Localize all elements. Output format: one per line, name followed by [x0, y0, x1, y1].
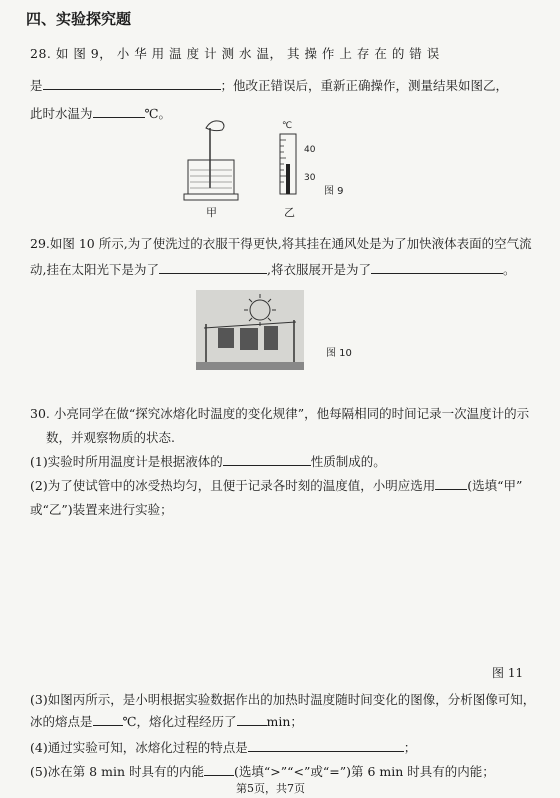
beaker — [188, 160, 234, 194]
q30-p5 — [30, 762, 495, 780]
q30-p2-line2: 或“乙”)装置来进行实验； — [30, 502, 173, 517]
q30-p2-prefix: (2)为了使试管中的冰受热均匀，且便于记录各时刻的温度值，小明应选用 — [30, 478, 436, 493]
q30-p4 — [30, 738, 416, 756]
q29-line2-a: 动,挂在太阳光下是为了 — [30, 262, 159, 277]
figure-10 — [196, 290, 366, 376]
ground — [196, 362, 304, 370]
q30-p2-suffix: (选填“甲” — [467, 478, 523, 493]
q30-p4-prefix: (4)通过实验可知，冰熔化过程的特点是 — [30, 740, 248, 755]
fig11-caption: 图 11 — [492, 666, 524, 680]
q29-sun-blank[interactable] — [159, 261, 267, 274]
q30-p3-a: 冰的熔点是 — [30, 714, 93, 729]
q28-error-blank[interactable] — [43, 77, 221, 90]
fig9-label-b: 乙 — [284, 206, 295, 219]
q30-p1-prefix: (1)实验时所用温度计是根据液体的 — [30, 454, 223, 469]
fig9-caption: 图 9 — [324, 186, 344, 197]
thermo-unit: ℃ — [282, 121, 293, 131]
figure-9 — [180, 114, 390, 222]
thermometer-tick-marks — [280, 140, 286, 182]
q30-p3-b: ℃，熔化过程经历了 — [122, 714, 237, 729]
q30-p1-blank[interactable] — [223, 453, 311, 466]
q30-line2: 数，并观察物质的状态. — [46, 430, 175, 445]
fig9-label-a: 甲 — [206, 206, 217, 219]
page-footer: 第5页，共7页 — [236, 782, 305, 795]
q30-p3-line1: (3)如图丙所示，是小明根据实验数据作出的加热时温度随时间变化的图像，分析图像可知， — [30, 692, 536, 707]
q28-line3 — [30, 104, 171, 122]
q28-line2-prefix: 是 — [30, 78, 43, 93]
thermo-tick-30: 30 — [304, 173, 316, 183]
water-hatching — [190, 170, 232, 188]
q29-line2-b: ,将衣服展开是为了 — [266, 262, 371, 277]
thermometer-liquid — [286, 164, 290, 194]
q28-temp-blank[interactable] — [93, 105, 145, 118]
stand-base — [184, 194, 238, 200]
q30-p2 — [30, 476, 522, 494]
q30-line1: 30. 小亮同学在做“探究冰熔化时温度的变化规律”，他每隔相同的时间记录一次温度计的示 — [30, 406, 530, 421]
q30-p2-blank[interactable] — [435, 477, 467, 490]
q30-p5-blank[interactable] — [204, 763, 234, 776]
thermo-tick-40: 40 — [304, 145, 316, 155]
q29-line2 — [30, 260, 515, 278]
q30-p5-prefix: (5)冰在第 8 min 时具有的内能 — [30, 764, 204, 779]
q29-line2-c: 。 — [502, 262, 516, 277]
q29-spread-blank[interactable] — [371, 261, 503, 274]
q28-line3-prefix: 此时水温为 — [30, 106, 93, 121]
q30-p1 — [30, 452, 386, 470]
q30-p1-suffix: 性质制成的。 — [310, 454, 386, 469]
clothes-illustration — [218, 326, 278, 350]
section-title: 四、实验探究题 — [26, 10, 132, 28]
hand-illustration — [206, 121, 224, 131]
q29-line1: 29.如图 10 所示,为了使洗过的衣服干得更快,将其挂在通风处是为了加快液体表面的空气流 — [30, 236, 532, 251]
q30-p3-line2 — [30, 712, 303, 730]
fig10-caption: 图 10 — [326, 348, 352, 359]
q30-p5-suffix: (选填“>”“<”或“=”)第 6 min 时具有的内能； — [233, 764, 495, 779]
q30-p3-c: min； — [266, 714, 303, 729]
q28-line3-suffix: ℃。 — [144, 106, 171, 121]
q30-duration-blank[interactable] — [237, 713, 267, 726]
q28-line2 — [30, 76, 508, 94]
q28-line2-suffix: ；他改正错误后，重新正确操作，测量结果如图乙， — [220, 78, 509, 93]
q28-line1: 28. 如 图 9， 小 华 用 温 度 计 测 水 温， 其 操 作 上 存 在 的 错 误 — [30, 46, 440, 61]
q30-p4-blank[interactable] — [248, 739, 404, 752]
q30-p4-suffix: ； — [403, 740, 417, 755]
q30-meltpoint-blank[interactable] — [93, 713, 123, 726]
